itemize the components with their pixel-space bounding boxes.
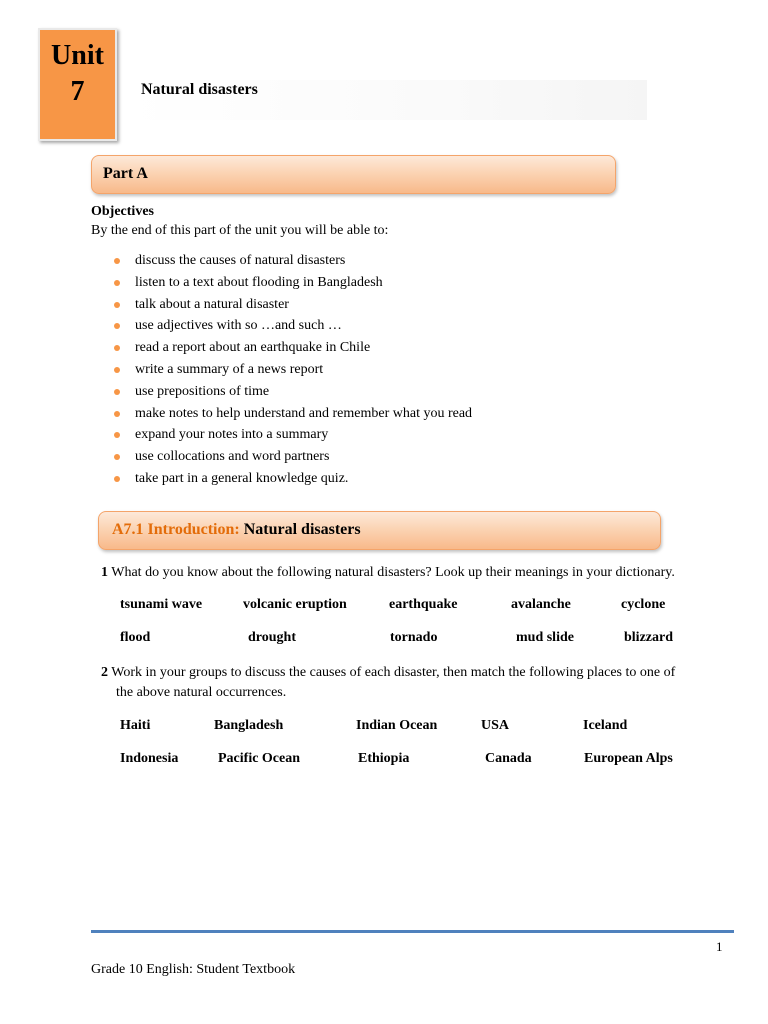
question-1-text: What do you know about the following natural disasters? Look up their meanings in your dictionary. (111, 565, 675, 580)
footer-rule (91, 930, 734, 933)
question-1 (101, 563, 675, 583)
unit-badge (38, 28, 117, 141)
objectives-intro: By the end of this part of the unit you will be able to: (91, 223, 389, 238)
objective-item: use prepositions of time (114, 381, 472, 403)
footer-title: Grade 10 English: Student Textbook (91, 962, 296, 977)
disaster-word: drought (248, 630, 296, 645)
objective-item: talk about a natural disaster (114, 294, 472, 316)
place-word: European Alps (584, 751, 673, 766)
disaster-word: avalanche (511, 597, 571, 612)
place-word: Ethiopia (358, 751, 410, 766)
unit-word: Unit (51, 40, 104, 71)
objective-item: read a report about an earthquake in Chile (114, 337, 472, 359)
place-word: Pacific Ocean (218, 751, 301, 766)
objective-item: use adjectives with so …and such … (114, 315, 472, 337)
objective-item: discuss the causes of natural disasters (114, 250, 472, 272)
unit-number: 7 (70, 76, 85, 107)
place-word: Iceland (583, 718, 628, 733)
disaster-word: flood (120, 630, 151, 645)
objectives-list (114, 250, 472, 490)
disaster-word: earthquake (389, 597, 458, 612)
question-2-text-line2: the above natural occurrences. (116, 685, 287, 700)
page-number: 1 (716, 939, 723, 954)
objective-item: take part in a general knowledge quiz. (114, 468, 472, 490)
question-2-number: 2 (101, 665, 108, 680)
section-label (112, 521, 361, 539)
objective-item: make notes to help understand and remember what you read (114, 403, 472, 425)
place-word: USA (481, 718, 510, 733)
objective-item: use collocations and word partners (114, 446, 472, 468)
place-word: Canada (485, 751, 532, 766)
place-word: Indonesia (120, 751, 179, 766)
part-a-label: Part A (103, 165, 148, 182)
objective-item: expand your notes into a summary (114, 424, 472, 446)
section-code: A7.1 Introduction: (112, 521, 240, 538)
disaster-word: blizzard (624, 630, 673, 645)
question-1-number: 1 (101, 565, 108, 580)
objective-item: listen to a text about flooding in Bangladesh (114, 272, 472, 294)
unit-title: Natural disasters (141, 81, 258, 98)
disaster-word: tornado (390, 630, 438, 645)
place-word: Indian Ocean (356, 718, 438, 733)
objectives-heading: Objectives (91, 204, 154, 219)
part-a-banner (91, 155, 616, 194)
place-word: Haiti (120, 718, 151, 733)
objective-item: write a summary of a news report (114, 359, 472, 381)
disaster-word: mud slide (516, 630, 574, 645)
place-word: Bangladesh (214, 718, 284, 733)
question-2-text-line1: Work in your groups to discuss the causes of each disaster, then match the following places to one of (111, 665, 676, 680)
disaster-word: cyclone (621, 597, 666, 612)
disaster-word: tsunami wave (120, 597, 203, 612)
section-banner (98, 511, 661, 550)
disaster-word: volcanic eruption (243, 597, 347, 612)
section-title: Natural disasters (243, 521, 361, 538)
question-2 (101, 663, 731, 703)
